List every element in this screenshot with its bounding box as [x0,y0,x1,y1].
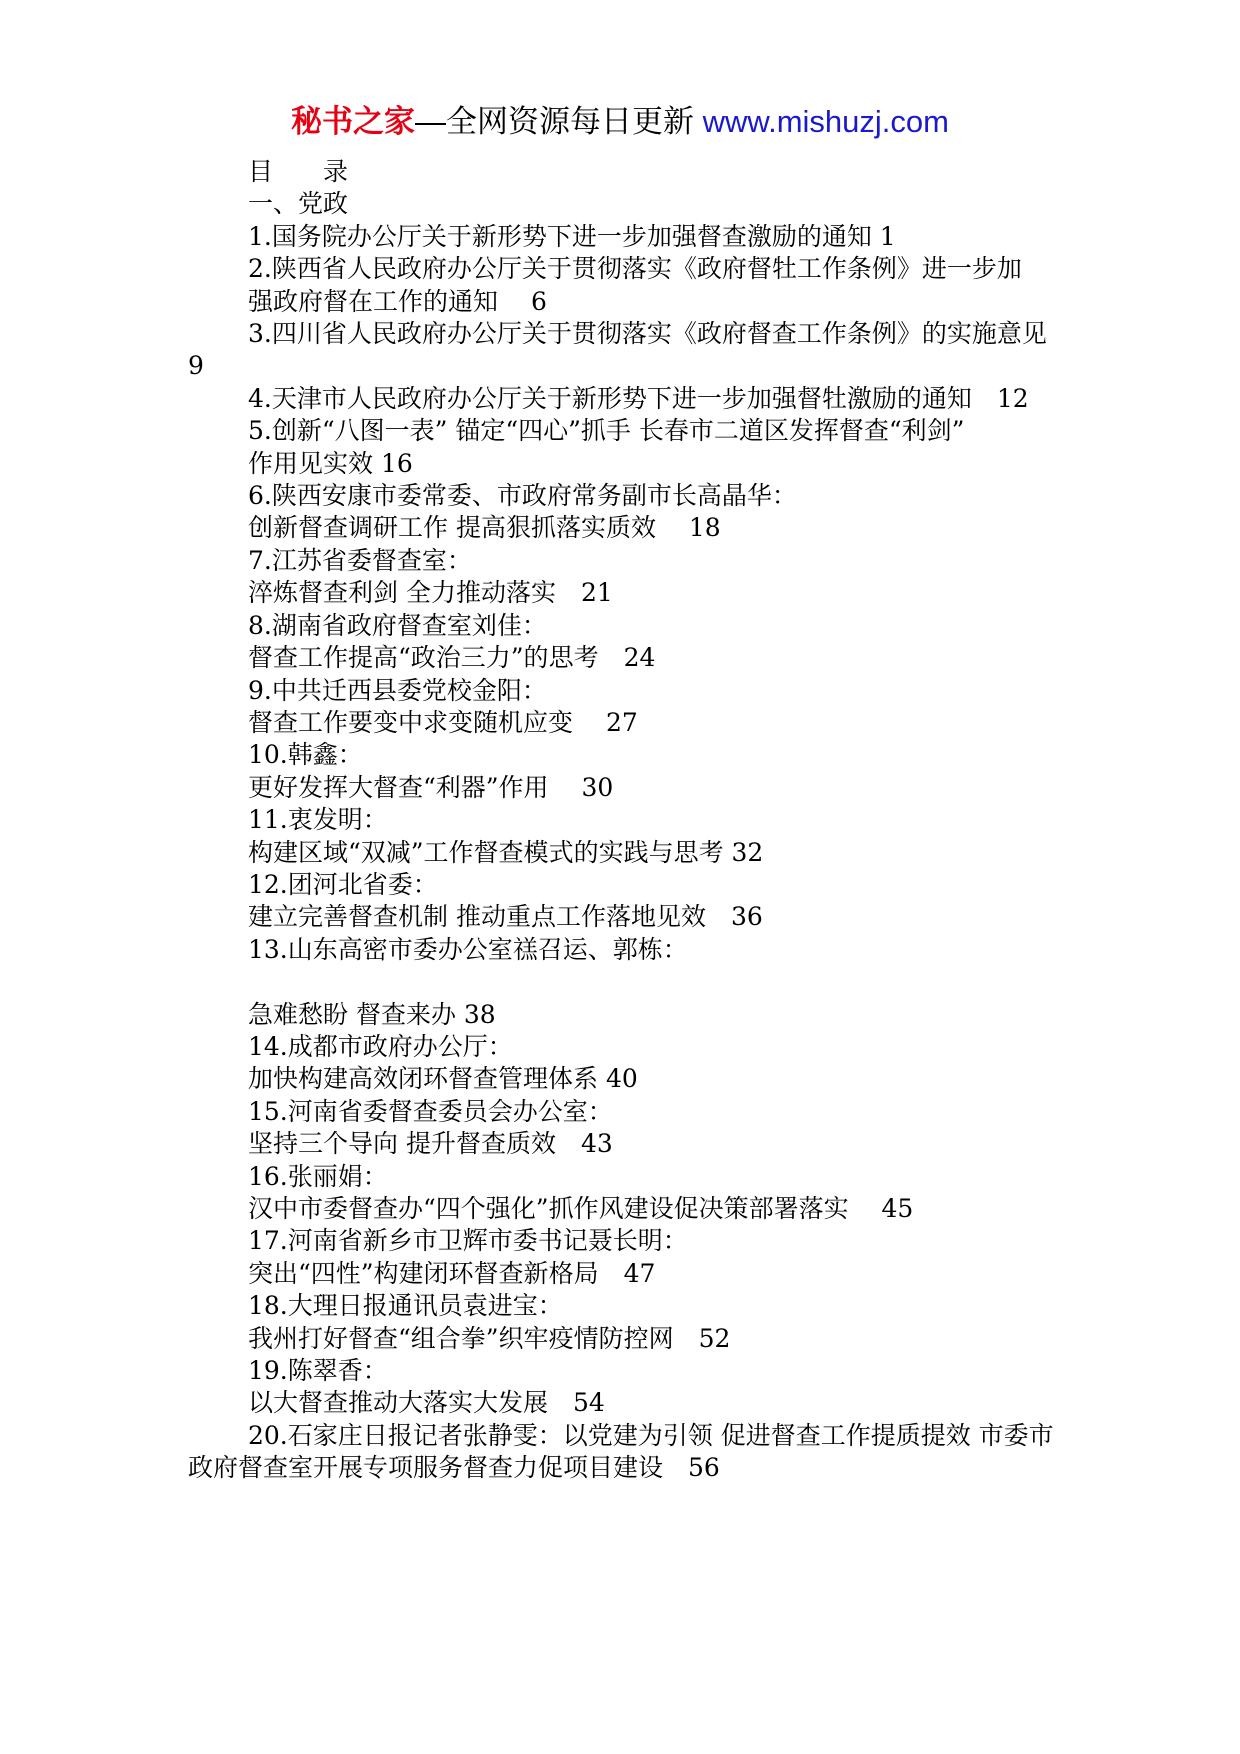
toc-entry-author: 11.衷发明： [248,805,388,835]
toc-entry-title: 坚持三个导向 提升督查质效 43 [248,1129,613,1159]
toc-entry-author: 8.湖南省政府督查室刘佳： [248,610,547,640]
toc-entry-continuation: 强政府督在工作的通知 6 [248,286,547,316]
toc-entry-title: 创新督查调研工作 提高狠抓落实质效 18 [248,513,721,543]
toc-entry-title: 构建区域“双减”工作督查模式的实践与思考 32 [248,837,764,867]
site-header [0,100,1240,144]
toc-entry: 4.天津市人民政府办公厅关于新形势下进一步加强督牡激励的通知 12 [248,383,1029,413]
toc-entry-author: 10.韩鑫： [248,740,363,770]
toc-entry-title: 督查工作要变中求变随机应变 27 [248,707,638,737]
toc-entry-author: 19.陈翠香： [248,1356,388,1386]
toc-entry: 3.四川省人民政府办公厅关于贯彻落实《政府督查工作条例》的实施意见 9 [188,319,1047,381]
toc-entry-title: 加快构建高效闭环督查管理体系 40 [248,1064,638,1094]
site-url-link[interactable]: www.mishuzj.com [702,104,949,139]
toc-entry-title: 急难愁盼 督查来办 38 [248,999,496,1029]
toc-entry-continuation: 作用见实效 16 [248,448,413,478]
toc-entry-title: 督查工作提高“政治三力”的思考 24 [248,643,656,673]
toc-entry-title: 淬炼督查利剑 全力推动落实 21 [248,578,613,608]
toc-entry-author: 17.河南省新乡市卫辉市委书记聂长明： [248,1226,688,1256]
site-brand: 秘书之家 [291,104,416,139]
toc-entry: 20.石家庄日报记者张静雯：以党建为引领 促进督查工作提质提效 市委市政府督查室开展专项服务督查力促项目建设 56 [188,1420,1054,1483]
toc-title: 目 录 [248,157,349,186]
toc-entry-author: 7.江苏省委督查室： [248,545,472,575]
toc-entry-author: 15.河南省委督查委员会办公室： [248,1096,613,1126]
toc-entry-title: 突出“四性”构建闭环督查新格局 47 [248,1258,656,1288]
toc-entry: 1.国务院办公厅关于新形势下进一步加强督查激励的通知 1 [248,221,896,251]
toc-entry-author: 6.陕西安康市委常委、市政府常务副市长高晶华： [248,481,797,511]
toc-entry-title: 以大督查推动大落实大发展 54 [248,1388,605,1418]
toc-entry-title: 我州打好督查“组合拳”织牢疫情防控网 52 [248,1323,731,1353]
toc-entry: 2.陕西省人民政府办公厅关于贯彻落实《政府督牡工作条例》进一步加 [248,254,1022,284]
toc-entry-author: 9.中共迁西县委党校金阳： [248,675,547,705]
toc-entry-author: 14.成都市政府办公厅： [248,1031,513,1061]
site-slogan: —全网资源每日更新 [415,104,703,139]
toc-entry-author: 18.大理日报通讯员袁进宝： [248,1291,563,1321]
toc-entry-title: 建立完善督查机制 推动重点工作落地见效 36 [248,902,763,932]
toc-section-heading: 一、党政 [248,189,349,219]
toc-entry-title: 汉中市委督查办“四个强化”抓作风建设促决策部署落实 45 [248,1193,914,1223]
toc-entry: 5.创新“八图一表” 锚定“四心”抓手 长春市二道区发挥督查“利剑” [248,416,965,446]
toc-entry-title: 更好发挥大督查“利器”作用 30 [248,772,614,802]
toc-blank-line [188,966,1058,998]
table-of-contents [188,156,1058,1485]
toc-entry-author: 12.团河北省委： [248,869,438,899]
toc-entry-author: 13.山东高密市委办公室禚召运、郭栋： [248,934,688,964]
toc-entry-author: 16.张丽娟： [248,1161,388,1191]
